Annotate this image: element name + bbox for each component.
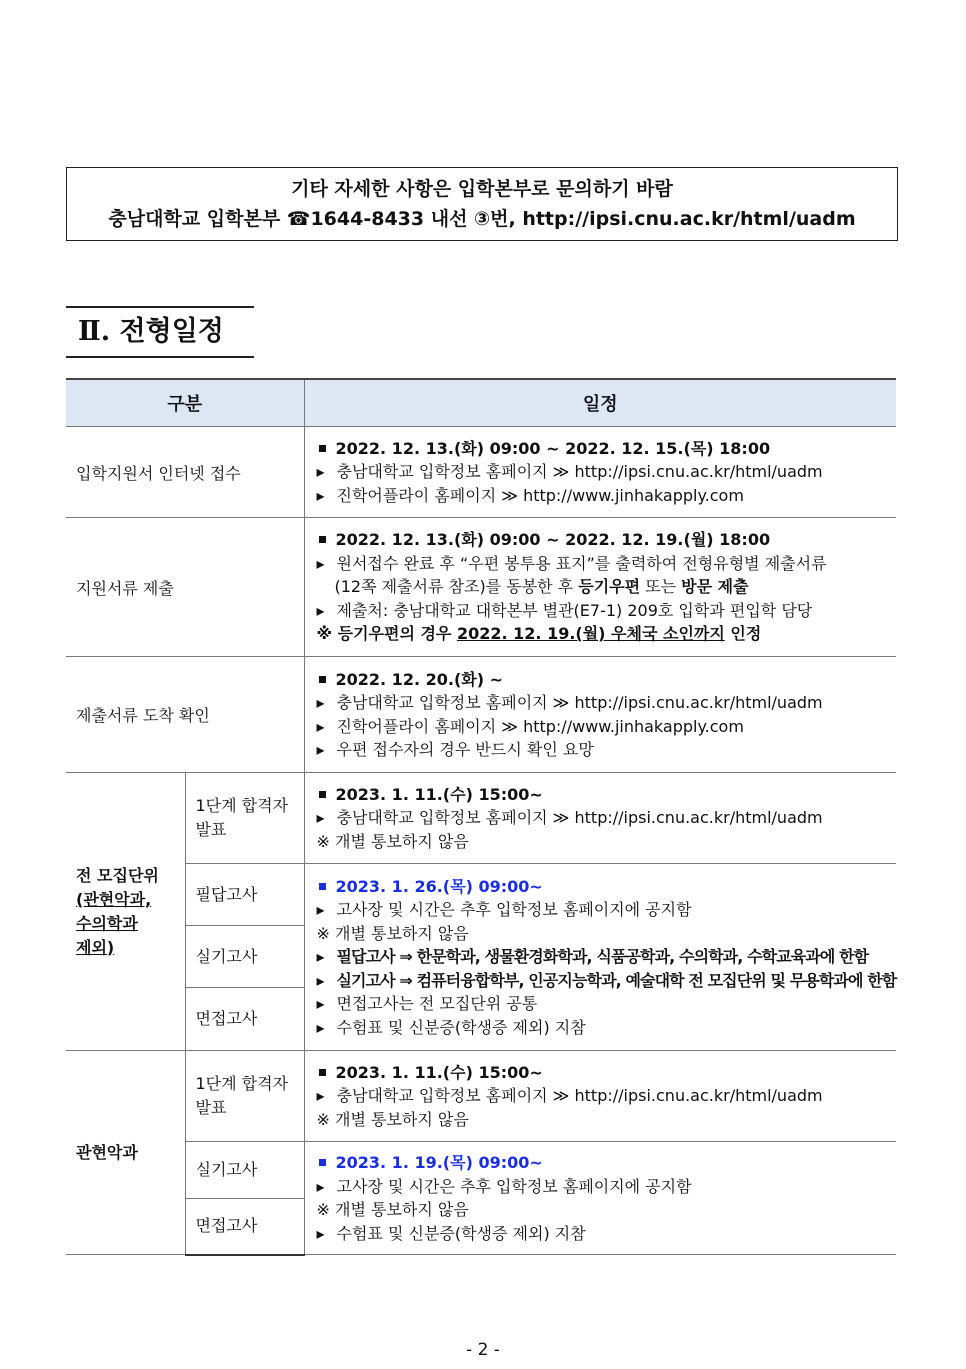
row-schedule: 2022. 12. 13.(화) 09:00 ~ 2022. 12. 19.(월) 18:00 ▸ 원서접수 완료 후 “우편 봉투용 표지”를 출력하여 전형유형별 제출서류 (12쪽 제출서류 참조)를 동봉한 후 등기우편 또는 방문 제출 ▸ 제출처: 충남대학교 대학본부 별관(E7-1) 209호 입학과 편입학 담당 ※ 등기우편의 경우 2022. 12. 19.(월) 우체국 소인까지 인정 (304, 518, 896, 657)
triangle-bullet-icon: ▸ (316, 1223, 325, 1243)
square-bullet-icon (319, 1159, 326, 1166)
table-row (66, 1142, 896, 1199)
practical-exam-label: 실기고사 (185, 926, 304, 988)
row-schedule: 2022. 12. 13.(화) 09:00 ~ 2022. 12. 15.(목) 18:00 ▸ 충남대학교 입학정보 홈페이지 ≫ http://ipsi.cnu.ac.kr/html/uadm ▸ 진학어플라이 홈페이지 ≫ http://www.jinhakapply.com (304, 427, 896, 518)
schedule-table (66, 378, 896, 1256)
triangle-bullet-icon: ▸ (316, 994, 325, 1014)
row-category: 지원서류 제출 (66, 518, 304, 657)
triangle-bullet-icon: ▸ (316, 462, 325, 482)
triangle-bullet-icon: ▸ (316, 553, 325, 573)
table-row (66, 657, 896, 773)
practical-exam-label: 실기고사 (185, 1142, 304, 1199)
notice-line-2: 충남대학교 입학본부 ☎1644-8433 내선 ③번, http://ipsi.cnu.ac.kr/html/uadm (108, 208, 856, 230)
triangle-bullet-icon: ▸ (316, 716, 325, 736)
table-row (66, 1051, 896, 1142)
triangle-bullet-icon: ▸ (316, 693, 325, 712)
square-bullet-icon (319, 676, 326, 683)
square-bullet-icon (319, 791, 326, 798)
header-schedule: 일정 (304, 379, 896, 427)
contact-notice-box (66, 167, 898, 241)
row-schedule: 2023. 1. 19.(목) 09:00~ ▸ 고사장 및 시간은 추후 입학정보 홈페이지에 공지함 ※ 개별 통보하지 않음 ▸ 수험표 및 신분증(학생증 제외) 지참 (304, 1142, 896, 1255)
triangle-bullet-icon: ▸ (316, 808, 325, 828)
triangle-bullet-icon: ▸ (316, 947, 324, 967)
row-schedule: 2023. 1. 11.(수) 15:00~ ▸ 충남대학교 입학정보 홈페이지 ≫ http://ipsi.cnu.ac.kr/html/uadm ※ 개별 통보하지 않음 (304, 773, 896, 864)
interview-label: 면접고사 (185, 988, 304, 1051)
row-schedule: 2023. 1. 11.(수) 15:00~ ▸ 충남대학교 입학정보 홈페이지 ≫ http://ipsi.cnu.ac.kr/html/uadm ※ 개별 통보하지 않음 (304, 1051, 896, 1142)
table-row (66, 518, 896, 657)
triangle-bullet-icon: ▸ (316, 485, 325, 505)
group-all-units: 전 모집단위 (관현악과, 수의학과 제외) (66, 773, 185, 1051)
stage1-label: 1단계 합격자 발표 (185, 1051, 304, 1142)
square-bullet-icon (319, 883, 326, 890)
page-number: - 2 - (466, 1340, 500, 1360)
interview-label: 면접고사 (185, 1199, 304, 1255)
triangle-bullet-icon: ▸ (316, 970, 324, 990)
row-category: 제출서류 도착 확인 (66, 657, 304, 773)
triangle-bullet-icon: ▸ (316, 600, 325, 620)
triangle-bullet-icon: ▸ (316, 900, 325, 920)
stage1-label: 1단계 합격자 발표 (185, 773, 304, 864)
table-row (66, 773, 896, 864)
header-category: 구분 (66, 379, 304, 427)
triangle-bullet-icon: ▸ (316, 740, 325, 759)
section-title: Ⅱ. 전형일정 (66, 306, 254, 358)
square-bullet-icon (319, 1069, 326, 1076)
notice-line-1: 기타 자세한 사항은 입학본부로 문의하기 바람 (291, 178, 673, 200)
square-bullet-icon (319, 536, 326, 543)
row-category: 입학지원서 인터넷 접수 (66, 427, 304, 518)
table-row (66, 427, 896, 518)
row-schedule: 2023. 1. 26.(목) 09:00~ ▸ 고사장 및 시간은 추후 입학정보 홈페이지에 공지함 ※ 개별 통보하지 않음 ▸ 필답고사 ⇒ 한문학과, 생물환경화학과, 식품공학과, 수의학과, 수학교육과에 한함 ▸ 실기고사 ⇒ 컴퓨터융합학부, 인공지능학과, 예술대학 전 모집단위 및 무용학과에 한함 ▸ 면접고사는 전 모집단위 공통 ▸ 수험표 및 신분증(학생증 제외) 지참 (304, 864, 896, 1051)
group-orchestra: 관현악과 (66, 1051, 185, 1255)
table-header-row (66, 379, 896, 427)
triangle-bullet-icon: ▸ (316, 1176, 325, 1196)
square-bullet-icon (319, 445, 326, 452)
table-row (66, 864, 896, 926)
triangle-bullet-icon: ▸ (316, 1086, 325, 1106)
row-schedule: 2022. 12. 20.(화) ~ ▸ 충남대학교 입학정보 홈페이지 ≫ http://ipsi.cnu.ac.kr/html/uadm ▸ 진학어플라이 홈페이지 ≫ http://www.jinhakapply.com ▸ 우편 접수자의 경우 반드시 확인 요망 (304, 657, 896, 773)
triangle-bullet-icon: ▸ (316, 1017, 325, 1037)
written-exam-label: 필답고사 (185, 864, 304, 926)
